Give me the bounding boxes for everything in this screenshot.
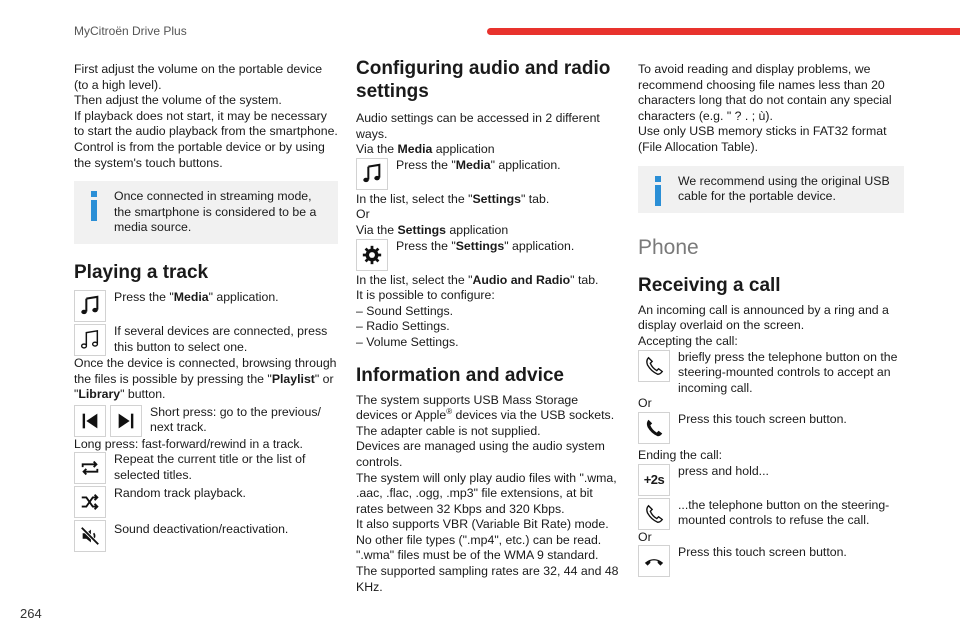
info-note <box>638 166 904 213</box>
info-text: Once connected in streaming mode, the smartphone is considered to be a media source. <box>114 189 317 235</box>
hang-up-button[interactable] <box>638 545 670 577</box>
paragraph: In the list, select the "Audio and Radio" tab. <box>356 272 599 287</box>
shuffle-icon <box>79 491 101 513</box>
steering-refuse-instruction: ...the telephone button on the steering-mounted controls to refuse the call. <box>638 498 904 530</box>
paragraph: Or <box>356 207 370 222</box>
header-accent-bar <box>487 28 960 35</box>
page-number: 264 <box>20 606 42 621</box>
phone-outline-icon <box>643 503 665 525</box>
settings-button[interactable] <box>356 239 388 271</box>
steering-phone-button[interactable] <box>638 350 670 382</box>
list-item: – Radio Settings. <box>356 319 450 334</box>
hold-instruction: +2s press and hold... <box>638 464 904 496</box>
media-button[interactable] <box>356 158 388 190</box>
previous-track-button[interactable] <box>74 405 106 437</box>
track-skip-instruction: Short press: go to the previous/ next track. <box>74 405 338 437</box>
repeat-instruction: Repeat the current title or the list of selected titles. <box>74 452 338 484</box>
paragraph: Devices are managed using the audio system controls. <box>356 439 605 469</box>
paragraph: Via the Media application <box>356 142 495 157</box>
column-3 <box>638 62 904 577</box>
paragraph: Then adjust the volume of the system. <box>74 93 282 108</box>
gear-icon <box>361 244 383 266</box>
heading-configuring-audio: Configuring audio and radio settings <box>356 58 611 102</box>
paragraph: The system will only play audio files with ".wma, .aac, .flac, .ogg, .mp3" file extensions, at bit rates between 32 Kbps and 320 Kbps. <box>356 470 617 516</box>
touch-accept-instruction: Press this touch screen button. <box>638 412 904 444</box>
list-item: – Volume Settings. <box>356 334 459 349</box>
steering-accept-instruction: briefly press the telephone button on the steering-mounted controls to accept an incoming call. <box>638 350 904 397</box>
previous-track-icon <box>79 410 101 432</box>
paragraph: Long press: fast-forward/rewind in a track. <box>74 436 303 451</box>
paragraph: Audio settings can be accessed in 2 different ways. <box>356 111 600 141</box>
paragraph: It also supports VBR (Variable Bit Rate) mode. <box>356 517 609 532</box>
paragraph: No other file types (".mp4", etc.) can be read. <box>356 532 602 547</box>
phone-icon <box>643 417 665 439</box>
paragraph: Use only USB memory sticks in FAT32 format (File Allocation Table). <box>638 124 887 154</box>
answer-call-button[interactable] <box>638 412 670 444</box>
media-button[interactable] <box>74 290 106 322</box>
paragraph: Accepting the call: <box>638 333 738 348</box>
paragraph: An incoming call is announced by a ring and a display overlaid on the screen. <box>638 302 889 333</box>
mute-instruction: Sound deactivation/reactivation. <box>74 520 338 552</box>
next-track-icon <box>115 410 137 432</box>
running-header: MyCitroën Drive Plus <box>74 24 187 38</box>
info-note <box>74 181 338 244</box>
paragraph: Once the device is connected, browsing through the files is possible by pressing the "Playlist" or "Library" button. <box>74 355 337 402</box>
section-title-phone: Phone <box>638 235 699 259</box>
paragraph: It is possible to configure: <box>356 288 495 303</box>
paragraph: In the list, select the "Settings" tab. <box>356 191 550 206</box>
hold-two-seconds-icon: +2s <box>643 471 665 487</box>
touch-hangup-instruction: Press this touch screen button. <box>638 545 904 577</box>
paragraph: The supported sampling rates are 32, 44 and 48 KHz. <box>356 564 619 594</box>
paragraph: Via the Settings application <box>356 222 509 237</box>
mute-button[interactable] <box>74 520 106 552</box>
media-instruction: Press the "Media" application. <box>74 290 338 322</box>
device-select-instruction: If several devices are connected, press this button to select one. <box>74 324 338 356</box>
list-item: – Sound Settings. <box>356 303 454 318</box>
heading-information-advice: Information and advice <box>356 364 564 386</box>
next-track-button[interactable] <box>110 405 142 437</box>
column-1 <box>74 62 338 552</box>
info-icon <box>646 175 670 207</box>
paragraph: Control is from the portable device or by using the system's touch buttons. <box>74 139 325 170</box>
info-text: We recommend using the original USB cable for the portable device. <box>678 173 890 204</box>
paragraph: To avoid reading and display problems, we recommend choosing file names less than 20 characters long that do not contain any special characters (e.g. " ? . ; ù). <box>638 62 892 123</box>
settings-instruction: Press the "Settings" application. <box>356 239 622 271</box>
heading-receiving-call: Receiving a call <box>638 274 781 296</box>
paragraph: Or <box>638 529 652 544</box>
source-select-button[interactable] <box>74 324 106 356</box>
repeat-button[interactable] <box>74 452 106 484</box>
media-instruction: Press the "Media" application. <box>356 158 622 190</box>
phone-outline-icon <box>643 355 665 377</box>
hold-2s-indicator <box>638 464 670 496</box>
shuffle-button[interactable] <box>74 486 106 518</box>
music-note-icon <box>79 295 101 317</box>
paragraph: Ending the call: <box>638 447 723 462</box>
music-note-outline-icon <box>79 329 101 351</box>
info-icon <box>82 190 106 222</box>
paragraph: Or <box>638 396 652 411</box>
speaker-mute-icon <box>79 525 101 547</box>
column-2 <box>356 58 622 595</box>
paragraph: ".wma" files must be of the WMA 9 standard. <box>356 548 599 563</box>
random-instruction: Random track playback. <box>74 486 338 518</box>
paragraph: The system supports USB Mass Storage devices or Apple® devices via the USB sockets. The adapter cable is not supplied. <box>356 392 615 438</box>
music-note-icon <box>361 163 383 185</box>
paragraph: First adjust the volume on the portable device (to a high level). <box>74 62 323 92</box>
repeat-icon <box>79 457 101 479</box>
paragraph: If playback does not start, it may be necessary to start the audio playback from the smartphone. <box>74 108 338 139</box>
heading-playing-track: Playing a track <box>74 261 209 283</box>
steering-phone-button[interactable] <box>638 498 670 530</box>
hang-up-icon <box>643 550 665 572</box>
